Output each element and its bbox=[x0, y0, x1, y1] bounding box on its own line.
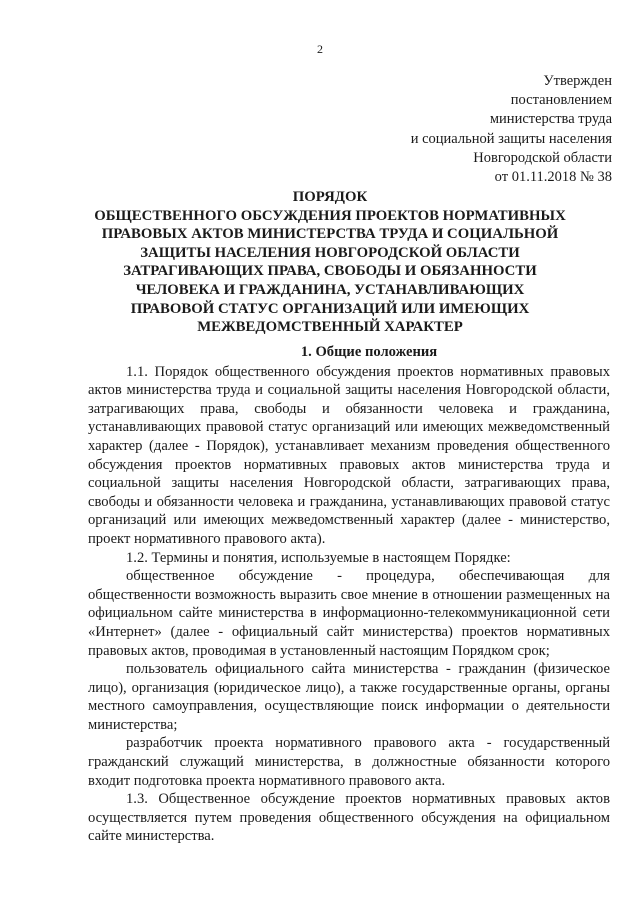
approval-line: Утвержден bbox=[543, 73, 612, 89]
term-public-discussion: общественное обсуждение - процедура, обеспечивающая для общественности возможность выразить свое мнение в отношении размещенных на официальном сайте министерства в информационно-телекоммуникационной сети «Интернет» (далее - официальный сайт министерства) проектов нормативных правовых актов, проводимая в установленный настоящим Порядком срок; bbox=[88, 568, 610, 659]
page-number: 2 bbox=[317, 42, 323, 56]
title-line: МЕЖВЕДОМСТВЕННЫЙ ХАРАКТЕР bbox=[197, 319, 463, 336]
title-line: ПРАВОВЫХ АКТОВ МИНИСТЕРСТВА ТРУДА И СОЦИАЛЬНОЙ bbox=[101, 226, 559, 243]
approval-line: министерства труда bbox=[489, 111, 612, 128]
term-developer: разработчик проекта нормативного правового акта - государственный гражданский служащий министерства, в должностные обязанности которого входит подготовка проекта нормативного правового акта. bbox=[88, 735, 610, 789]
paragraph-1-2: 1.2. Термины и понятия, используемые в настоящем Порядке: bbox=[126, 549, 511, 566]
title-line: ПРАВОВОЙ СТАТУС ОРГАНИЗАЦИЙ ИЛИ ИМЕЮЩИХ bbox=[130, 300, 530, 317]
title-line: ПОРЯДОК bbox=[292, 189, 368, 205]
approval-stamp bbox=[292, 72, 612, 187]
document-body bbox=[88, 343, 610, 846]
title-line: ЗАТРАГИВАЮЩИХ ПРАВА, СВОБОДЫ И ОБЯЗАННОСТИ bbox=[123, 263, 537, 280]
section-heading: 1. Общие положения bbox=[300, 344, 438, 360]
approval-line: постановлением bbox=[510, 92, 612, 109]
approval-line: Новгородской области bbox=[473, 149, 612, 166]
document-title bbox=[90, 188, 570, 337]
approval-line: от 01.11.2018 № 38 bbox=[494, 169, 612, 186]
approval-line: и социальной защиты населения bbox=[410, 130, 612, 147]
paragraph-1-3: 1.3. Общественное обсуждение проектов нормативных правовых актов осуществляется путем проведения общественного обсуждения на официальном сайте министерства. bbox=[88, 791, 610, 845]
title-line: ЗАЩИТЫ НАСЕЛЕНИЯ НОВГОРОДСКОЙ ОБЛАСТИ bbox=[140, 244, 520, 261]
term-site-user: пользователь официального сайта министерства - гражданин (физическое лицо), организация (юридическое лицо), а также государственные органы, органы местного самоуправления, осуществляющие поиск информации о деятельности министерства; bbox=[88, 661, 610, 733]
paragraph-1-1: 1.1. Порядок общественного обсуждения проектов нормативных правовых актов министерства труда и социальной защиты населения Новгородской области, затрагивающих права, свободы и обязанности человека и гражданина, устанавливающих правовой статус организаций или имеющих межведомственный характер (далее - Порядок), устанавливает механизм проведения общественного обсуждения проектов нормативных правовых актов министерства труда и социальной защиты населения Новгородской области, затрагивающих права, свободы и обязанности человека и гражданина, устанавливающих правовой статус организаций или имеющих межведомственный характер (далее - министерство, проект нормативного правового акта). bbox=[88, 363, 610, 547]
title-line: ОБЩЕСТВЕННОГО ОБСУЖДЕНИЯ ПРОЕКТОВ НОРМАТИВНЫХ bbox=[94, 207, 566, 224]
title-line: ЧЕЛОВЕКА И ГРАЖДАНИНА, УСТАНАВЛИВАЮЩИХ bbox=[135, 281, 525, 298]
